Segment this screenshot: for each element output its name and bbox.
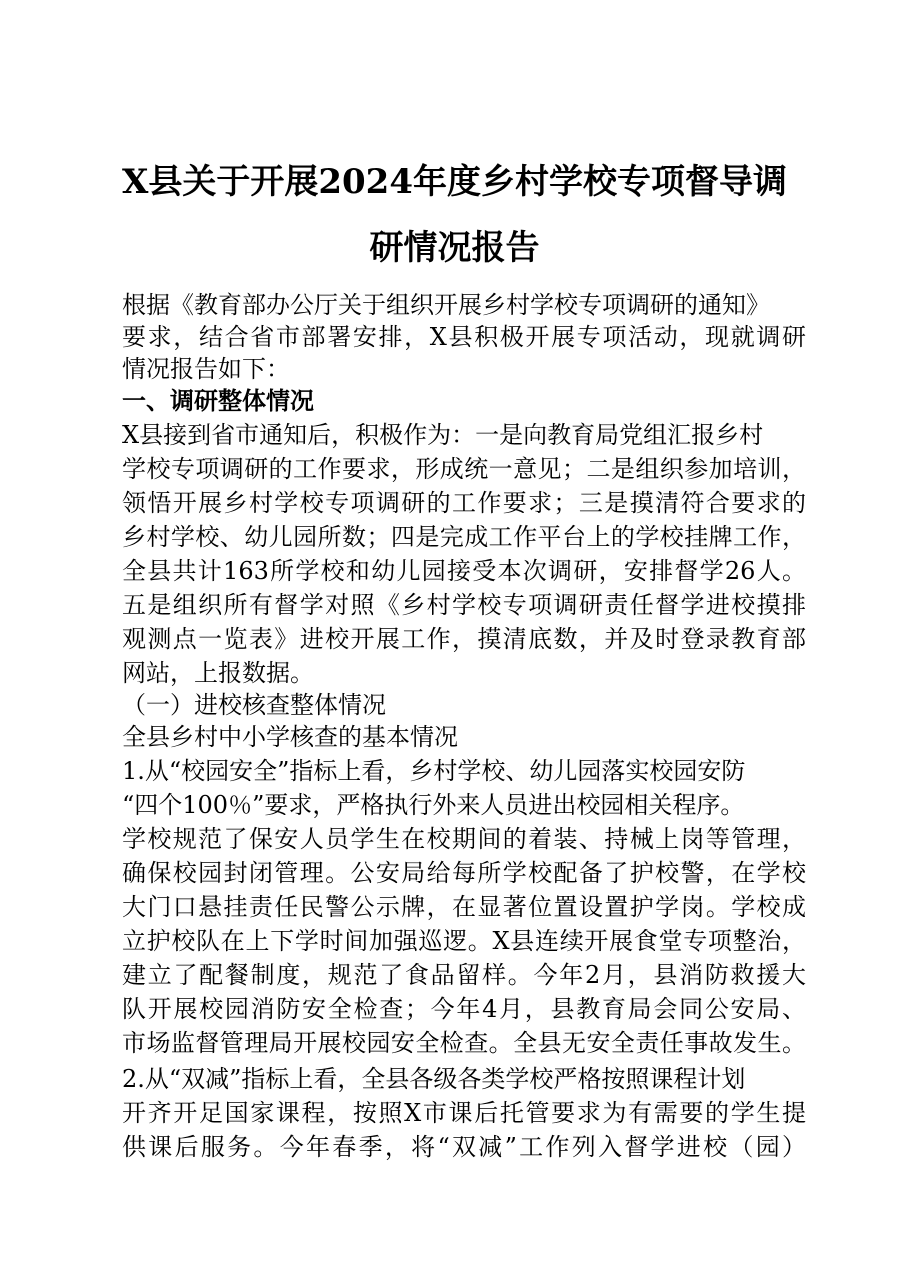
body-line: 确保校园封闭管理。公安局给每所学校配备了护校警，在学校 — [122, 859, 806, 887]
body-line: 市场监督管理局开展校园安全检查。全县无安全责任事故发生。 — [122, 1029, 806, 1057]
body-line: 立护校队在上下学时间加强巡逻。X县连续开展食堂专项整治， — [122, 927, 806, 955]
body-line: 全县共计163所学校和幼儿园接受本次调研，安排督学26人。 — [122, 557, 806, 585]
section-heading: 一、调研整体情况 — [122, 386, 314, 415]
subsection-heading: （一）进校核查整体情况 — [122, 691, 386, 719]
body-line: 学校规范了保安人员学生在校期间的着装、持械上岗等管理， — [122, 825, 806, 853]
body-line: 观测点一览表》进校开展工作，摸清底数，并及时登录教育部 — [122, 625, 806, 653]
body-line: 开齐开足国家课程，按照X市课后托管要求为有需要的学生提 — [122, 1099, 806, 1127]
body-line: 学校专项调研的工作要求，形成统一意见；二是组织参加培训， — [122, 455, 806, 483]
document-title-line-2: 研情况报告 — [369, 228, 540, 268]
body-line: 根据《教育部办公厅关于组织开展乡村学校专项调研的通知》 — [122, 291, 770, 319]
body-line: 乡村学校、幼儿园所数；四是完成工作平台上的学校挂牌工作， — [122, 523, 806, 551]
body-line: “四个100％”要求，严格执行外来人员进出校园相关程序。 — [122, 791, 745, 819]
body-line: 建立了配餐制度，规范了食品留样。今年2月，县消防救援大 — [122, 961, 806, 989]
body-line: 领悟开展乡村学校专项调研的工作要求；三是摸清符合要求的 — [122, 489, 806, 517]
body-line: 情况报告如下： — [122, 355, 290, 383]
body-line: X县接到省市通知后，积极作为：一是向教育局党组汇报乡村 — [122, 421, 764, 449]
document-title-line-1: X县关于开展2024年度乡村学校专项督导调 — [121, 162, 787, 202]
body-line: 队开展校园消防安全检查；今年4月，县教育局会同公安局、 — [122, 995, 806, 1023]
body-line: 网站，上报数据。 — [122, 659, 314, 687]
body-line: 大门口悬挂责任民警公示牌，在显著位置设置护学岗。学校成 — [122, 893, 806, 921]
body-line: 五是组织所有督学对照《乡村学校专项调研责任督学进校摸排 — [122, 591, 806, 619]
body-line: 全县乡村中小学核查的基本情况 — [122, 723, 458, 751]
body-line: 要求，结合省市部署安排，X县积极开展专项活动，现就调研 — [122, 323, 806, 351]
body-line: 2.从“双减”指标上看，全县各级各类学校严格按照课程计划 — [122, 1065, 746, 1093]
body-line: 1.从“校园安全”指标上看，乡村学校、幼儿园落实校园安防 — [122, 757, 746, 785]
body-line: 供课后服务。今年春季，将“双减”工作列入督学进校（园） — [122, 1133, 806, 1161]
